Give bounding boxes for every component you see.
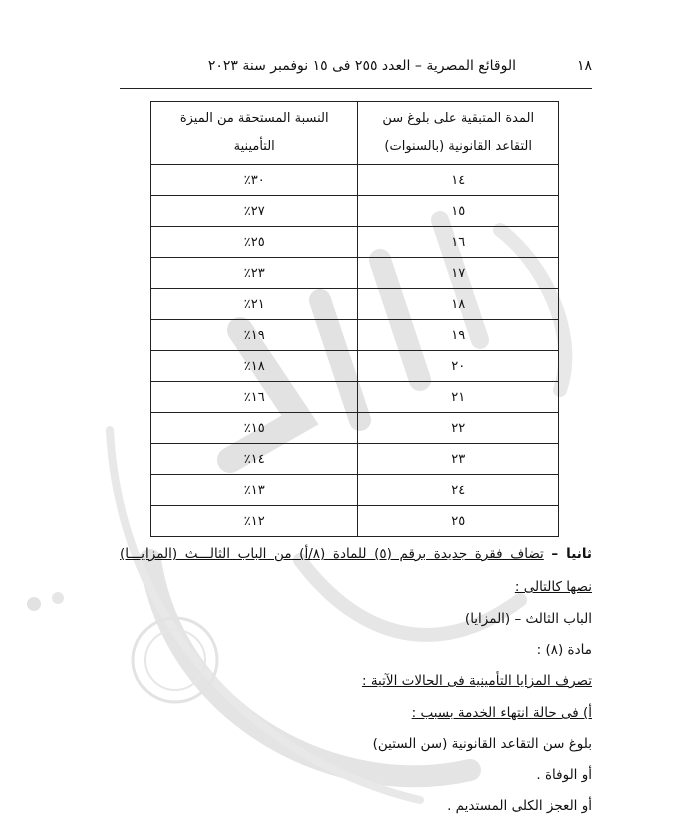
article-intro: تصرف المزايا التأمينية فى الحالات الآتية :	[361, 673, 592, 689]
rate-cell: ١٢٪	[151, 506, 358, 537]
period-cell: ٢٥	[358, 506, 559, 537]
table-row	[151, 227, 559, 258]
rate-cell: ١٣٪	[151, 475, 358, 506]
table-row	[151, 196, 559, 227]
period-cell: ١٩	[358, 320, 559, 351]
period-cell: ١٦	[358, 227, 559, 258]
rate-column-header: النسبة المستحقة من الميزة التأمينية	[151, 102, 358, 165]
table-row	[151, 506, 559, 537]
table-row	[151, 351, 559, 382]
rate-cell: ٢٣٪	[151, 258, 358, 289]
table-row	[151, 165, 559, 196]
list-item: أو العجز الكلى المستديم .	[447, 798, 592, 814]
list-item: بلوغ سن التقاعد القانونية (سن الستين)	[372, 736, 592, 752]
period-column-header: المدة المتبقية على بلوغ سن التقاعد القانونية (بالسنوات)	[358, 102, 559, 165]
rate-cell: ١٨٪	[151, 351, 358, 382]
table-row	[151, 382, 559, 413]
period-cell: ٢١	[358, 382, 559, 413]
rate-cell: ٢٥٪	[151, 227, 358, 258]
table-row	[151, 444, 559, 475]
period-cell: ٢٢	[358, 413, 559, 444]
chapter-title: الباب الثالث – (المزايا)	[464, 611, 592, 627]
table-row	[151, 289, 559, 320]
table-header-row	[151, 102, 559, 165]
period-cell: ١٤	[358, 165, 559, 196]
rate-cell: ١٦٪	[151, 382, 358, 413]
rate-cell: ٣٠٪	[151, 165, 358, 196]
rate-cell: ٢١٪	[151, 289, 358, 320]
amendment-text: تضاف فقرة جديدة برقم (٥) للمادة (٨/أ) من الباب الثالـــث (المزايـــا)	[120, 546, 544, 562]
list-item: أو الوفاة .	[536, 767, 592, 783]
table-row	[151, 258, 559, 289]
benefits-table	[150, 101, 559, 537]
table-row	[151, 475, 559, 506]
amendment-label: ثانيا –	[551, 546, 592, 562]
rate-cell: ٢٧٪	[151, 196, 358, 227]
period-cell: ١٥	[358, 196, 559, 227]
rate-cell: ١٩٪	[151, 320, 358, 351]
rate-cell: ١٥٪	[151, 413, 358, 444]
article-title: مادة (٨) :	[536, 642, 592, 658]
page-header	[120, 58, 592, 82]
gazette-title: الوقائع المصرية – العدد ٢٥٥ فى ١٥ نوفمبر سنة ٢٠٢٣	[207, 58, 516, 74]
period-cell: ١٨	[358, 289, 559, 320]
period-cell: ٢٤	[358, 475, 559, 506]
amendment-continuation: نصها كالتالى :	[514, 579, 592, 595]
table-row	[151, 320, 559, 351]
amendment-line	[120, 546, 592, 562]
page-number: ١٨	[576, 58, 592, 74]
period-cell: ٢٠	[358, 351, 559, 382]
period-cell: ١٧	[358, 258, 559, 289]
header-divider	[120, 88, 592, 89]
table-row	[151, 413, 559, 444]
rate-cell: ١٤٪	[151, 444, 358, 475]
list-item-a: أ) فى حالة انتهاء الخدمة بسبب :	[411, 705, 592, 721]
period-cell: ٢٣	[358, 444, 559, 475]
